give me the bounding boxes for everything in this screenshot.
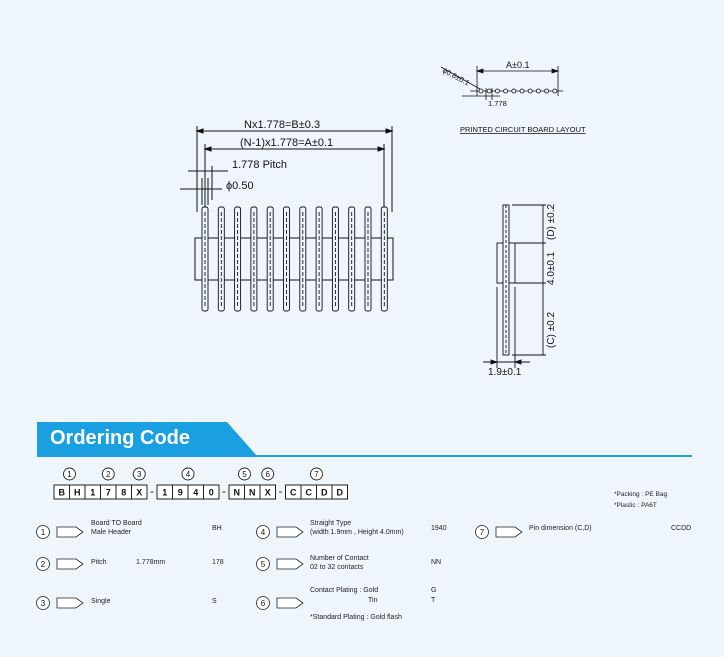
- code-group: [157, 485, 219, 499]
- item-3-label: Single: [91, 598, 111, 605]
- item-marker: [257, 558, 304, 571]
- item-6-code-t: T: [431, 597, 436, 604]
- item-5-label-line1: Number of Contact: [310, 555, 369, 562]
- item-4-code: 1940: [431, 525, 447, 532]
- connector-pin: [202, 207, 208, 311]
- svg-text:2: 2: [40, 560, 46, 569]
- svg-text:1: 1: [67, 470, 72, 479]
- side-mid-label: 4.0±0.1: [546, 251, 557, 285]
- connector-pin: [218, 207, 224, 311]
- item-1-code: BH: [212, 525, 222, 532]
- item-2-label: Pitch: [91, 559, 107, 566]
- item-5-label-line2: 02 to 32 contacts: [310, 564, 364, 571]
- pcb-pitch-label: 1.778: [488, 99, 507, 108]
- code-group: [132, 485, 148, 499]
- svg-text:4: 4: [185, 470, 191, 479]
- connector-pin: [349, 207, 355, 311]
- item-marker: [37, 526, 84, 539]
- note-plastic: *Plastic : PA6T: [614, 502, 657, 509]
- svg-text:D: D: [336, 487, 343, 498]
- svg-text:3: 3: [137, 470, 142, 479]
- connector-pin: [332, 207, 338, 311]
- code-number-circle: [64, 468, 76, 480]
- item-7-code: CCDD: [671, 525, 692, 532]
- side-d-label: (D) ±0.2: [546, 203, 557, 240]
- svg-text:4: 4: [260, 528, 266, 537]
- svg-text:X: X: [136, 487, 143, 498]
- item-6-label-line1: Contact Plating : Gold: [310, 587, 379, 594]
- pcb-hole: [520, 89, 524, 93]
- code-group: [286, 485, 348, 499]
- svg-text:N: N: [233, 487, 240, 498]
- svg-text:6: 6: [260, 599, 266, 608]
- side-c-label: (C) ±0.2: [546, 311, 557, 348]
- item-4-label-line1: Straight Type: [310, 520, 352, 527]
- svg-text:7: 7: [105, 487, 111, 498]
- note-packing: *Packing : PE Bag: [614, 491, 668, 498]
- pcb-a-label: A±0.1: [506, 60, 530, 70]
- svg-text:0: 0: [208, 487, 214, 498]
- pcb-hole: [495, 89, 499, 93]
- svg-text:2: 2: [106, 470, 111, 479]
- pcb-hole: [553, 89, 557, 93]
- item-1-label-line1: Board TO Board: [91, 520, 142, 527]
- code-number-circle: [182, 468, 194, 480]
- pcb-hole: [545, 89, 549, 93]
- svg-text:9: 9: [177, 487, 183, 498]
- code-number-circle: [102, 468, 114, 480]
- pcb-hole: [479, 89, 483, 93]
- item-1-label-line2: Male Header: [91, 529, 132, 536]
- code-group: [54, 485, 85, 499]
- code-number-circle: [239, 468, 251, 480]
- pitch-label: 1.778 Pitch: [232, 159, 288, 171]
- dim-total-label: Nx1.778=B±0.3: [244, 119, 321, 131]
- code-number-circle: [311, 468, 323, 480]
- code-group: [85, 485, 132, 499]
- svg-text:1: 1: [40, 528, 46, 537]
- side-width-label: 1.9±0.1: [488, 367, 522, 378]
- svg-text:B: B: [58, 487, 65, 498]
- pcb-hole: [528, 89, 532, 93]
- code-separator: -: [278, 486, 283, 498]
- item-marker: [257, 526, 304, 539]
- item-2-value: 1.778mm: [136, 559, 166, 566]
- item-marker: [257, 597, 304, 610]
- code-row: [52, 466, 422, 506]
- connector-pin: [316, 207, 322, 311]
- item-4-label-line2: (width 1.9mm , Height 4.0mm): [310, 529, 404, 536]
- svg-text:4: 4: [193, 487, 199, 498]
- item-marker: [37, 597, 84, 610]
- connector-pin: [381, 207, 387, 311]
- item-2-code: 178: [212, 559, 224, 566]
- svg-text:3: 3: [40, 599, 46, 608]
- connector-pin: [267, 207, 273, 311]
- pcb-hole: [504, 89, 508, 93]
- item-6-code-g: G: [431, 587, 437, 594]
- svg-text:7: 7: [314, 470, 319, 479]
- pcb-hole: [536, 89, 540, 93]
- svg-text:X: X: [264, 487, 271, 498]
- svg-text:6: 6: [265, 470, 270, 479]
- svg-text:5: 5: [242, 470, 247, 479]
- svg-text:8: 8: [121, 487, 127, 498]
- connector-pin: [284, 207, 290, 311]
- code-separator: -: [222, 486, 226, 498]
- connector-pin: [235, 207, 241, 311]
- standard-plating-note: *Standard Plating : Gold flash: [310, 614, 402, 621]
- svg-text:H: H: [74, 487, 81, 498]
- item-7-label: Pin dimension (C,D): [529, 525, 592, 532]
- connector-pin: [300, 207, 306, 311]
- pcb-caption: PRINTED CIRCUIT BOARD LAYOUT: [460, 125, 586, 134]
- svg-text:1: 1: [162, 487, 168, 498]
- connector-pin: [251, 207, 257, 311]
- svg-text:7: 7: [479, 528, 485, 537]
- code-group: [229, 485, 260, 499]
- item-6-label-line2: Tin: [368, 597, 378, 604]
- dim-a-label: (N-1)x1.778=A±0.1: [240, 137, 334, 149]
- svg-text:N: N: [249, 487, 256, 498]
- item-5-code: NN: [431, 559, 442, 566]
- ordering-title: Ordering Code: [50, 427, 191, 449]
- code-number-circle: [262, 468, 274, 480]
- item-3-code: S: [212, 598, 217, 605]
- svg-text:C: C: [290, 487, 297, 498]
- pin-diameter-label: ϕ0.50: [226, 180, 254, 192]
- code-group: [260, 485, 276, 499]
- svg-text:C: C: [305, 487, 312, 498]
- pcb-hole: [487, 89, 491, 93]
- banner-underline: [37, 455, 692, 457]
- item-marker: [476, 526, 523, 539]
- code-separator: -: [150, 486, 154, 498]
- pcb-hole-label: ϕ0.8±0.1: [441, 65, 472, 88]
- item-marker: [37, 558, 84, 571]
- code-number-circle: [133, 468, 145, 480]
- svg-text:1: 1: [90, 487, 96, 498]
- svg-text:5: 5: [260, 560, 266, 569]
- connector-pin: [365, 207, 371, 311]
- pcb-hole: [512, 89, 516, 93]
- svg-text:D: D: [321, 487, 328, 498]
